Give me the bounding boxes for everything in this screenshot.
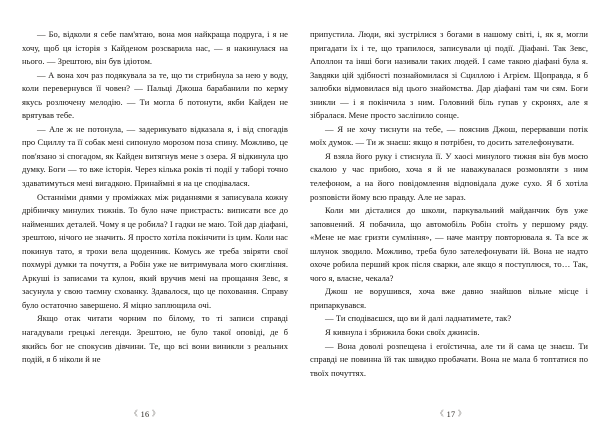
folio-ornament-left-icon: 《: [130, 409, 139, 418]
folio-ornament-left-icon: 《: [436, 409, 445, 418]
paragraph: — Бо, відколи я себе пам'ятаю, вона моя найкраща подруга, і я не хочу, щоб ця історія з Кайденом розсварила нас, — я накинулася на нього. — Зрештою, він був ідіотом.: [22, 29, 288, 67]
folio-ornament-right-icon: 》: [151, 409, 160, 418]
paragraph: припустила. Люди, які зустрілися з богами в нашому світі, і, як я, могли пригадати їх і те, що трапилося, записували ці події. Діафані. Так Зевс, Аполлон та інші боги називали таких людей. І саме такою діафані була я. Завдяки цій здібності познайомилася зі Сциллою і Агрієм. Щоправда, я б залюбки відмовилася від цього знайомства. Дар діафані там чи сям. Боги зникли — і я покінчила з ним. Головний біль гупав у скронях, але я зібралася. Мене просто засліпило сонце.: [310, 29, 588, 121]
page-left-body: [22, 28, 288, 367]
paragraph: — Але ж не потонула, — задерикувато відказала я, і від спогадів про Сциллу та її собак мені сипонуло морозом поза спину. Можливо, це пов'язано зі спогадом, як Кайден витягнув мене з озера. Я відкинула цю думку. Боги — то вже історія. Через кілька років ті події у таборі точно здаватимуться мені вигадкою. Принаймні я на це сподівалася.: [22, 123, 288, 189]
page-right-body: [310, 28, 588, 380]
folio-number: 16: [140, 410, 150, 419]
paragraph: Якщо отак читати чорним по білому, то ті записи справді нагадували грецькі легенди. Зрештою, не було такої оповіді, де б якийсь бог не спокусив дівчини. Те, що всі вони виникли з реальних подій, я б ніколи й не: [22, 313, 288, 365]
paragraph: Я взяла його руку і стиснула її. У хаосі минулого тижня він був моєю скалою у час прибою, хоча я й не наважувалася розмовляти з ним телефоном, а на його повідомлення відповідала дуже сухо. Я б хотіла розповісти йому всю правду. Але не зараз.: [310, 150, 588, 202]
folio-ornament-right-icon: 》: [457, 409, 466, 418]
paragraph: Джош не ворушився, хоча вже давно знайшов вільне місце і припаркувався.: [310, 286, 588, 310]
paragraph: — Ти сподіваєшся, що ви й далі ладнатимете, так?: [325, 313, 512, 324]
paragraph: Коли ми дісталися до школи, паркувальний майданчик був уже заповнений. Я побачила, що автомобіль Робін стоїть у першому ряду. «Мене не має гризти сумління», — наче мантру повторювала я. Та все ж шлунок зводило. Можливо, треба було зателефонувати їй. Вона не надто охоче робила перший крок після сварки, але якщо я поступлюся, то… Так, чого я, власне, чекала?: [310, 205, 588, 283]
page-right: [300, 0, 600, 440]
paragraph: Останніми днями у проміжках між риданнями я записувала кожну дрібничку минулих тижнів. То було наче пристрасть: виписати все до найменших деталей. Чому я це робила? І гадки не маю. Той дар діафані, зрештою, нічого не значить. Я просто хотіла покінчити із цим. Коли нас покинув тато, я трохи вела щоденник. Комусь же треба звіряти свої похмурі думки та почуття, а Робін уже не витримувала мого скиглiння. Аркуші із записами та кулон, який вручив мені на прощання Зевс, я засунула у свою таємну схованку. Здавалося, що це поховання. Справу було остаточно завершено. Я міцно заплющила очі.: [22, 191, 288, 310]
page-number-right: [300, 408, 600, 421]
paragraph: Я кивнула і збрижила боки своїх джинсів.: [325, 327, 480, 338]
page-number-left: [0, 408, 300, 421]
folio-number: 17: [446, 410, 456, 419]
paragraph: — Я не хочу тиснути на тебе, — пояснив Джош, перервавши потік моїх думок. — Ти ж знаєш: якщо я потрібен, то досить зателефонувати.: [310, 123, 588, 148]
paragraph: — А вона хоч раз подякувала за те, що ти стрибнула за нею у воду, коли перевернувся її човен? — Пальці Джоша барабанили по керму якусь розлючену мелодію. — Ти могла б потонути, якби Кайден не врятував тебе.: [22, 69, 288, 121]
paragraph: — Вона доволі розпещена і егоїстична, але ти й сама це знаєш. Ти справді не повинна їй так швидко пробачати. Вона не мала б топтатися по твоїх почуттях.: [310, 340, 588, 378]
